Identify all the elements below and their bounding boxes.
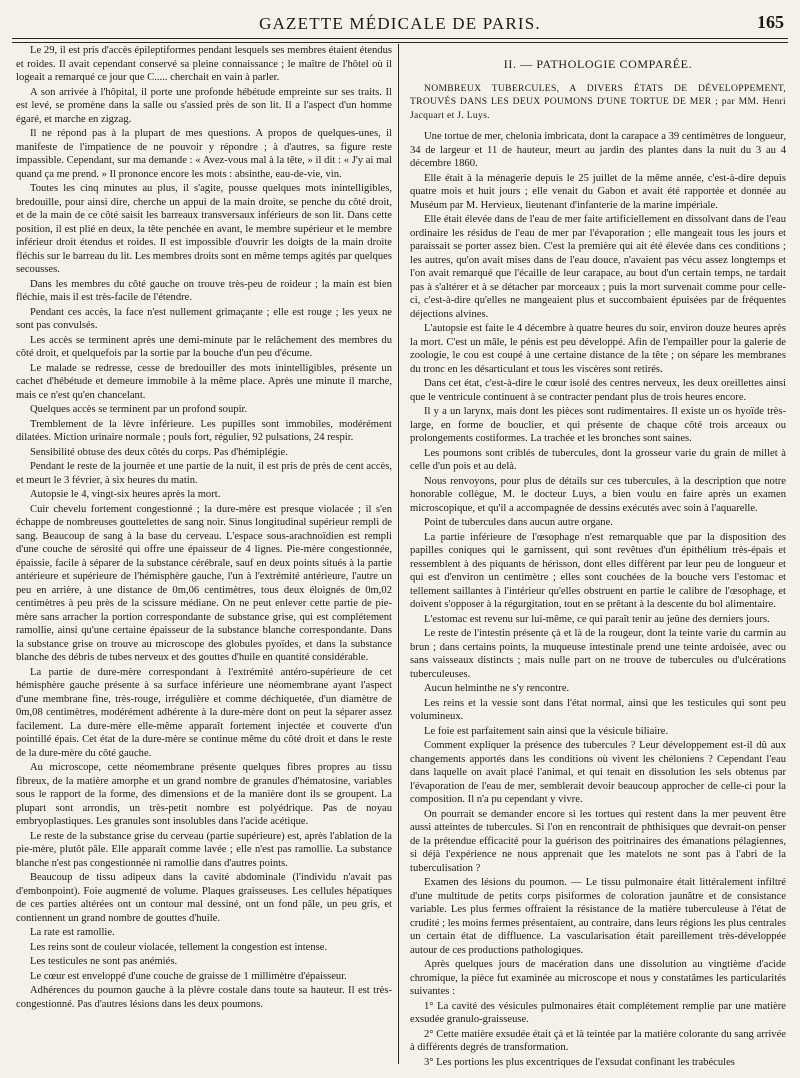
section-title: II. — PATHOLOGIE COMPARÉE. bbox=[503, 57, 693, 71]
paragraph: L'autopsie est faite le 4 décembre à quatre heures du soir, environ douze heures après la mort. C'est un mâle, le pénis est peu développé. Afin de l'empailler pour la galerie de zoologie, le cou est coupé à une certaine distance de la tête ; on sépare les membranes du tronc en les désarticulant et tous les viscères sont retirés. bbox=[410, 323, 786, 375]
paragraph: La partie inférieure de l'œsophage n'est remarquable que par la disposition des papilles coniques qui le garnissent, qui sont revêtues d'un épithélium très-épais et ressemblent à des piquants de hérisson, dont elles diffèrent par leur peu de longueur et qui est d'environ un centimètre ; elles sont couchées de la bouche vers l'estomac et tellement saillantes à l'intérieur qu'elles obstruent en partie le calibre de l'œsophage, et doivent s'opposer à la régurgitation, tout en se prêtant à la descente du bol alimentaire. bbox=[410, 531, 786, 610]
paragraph: Le cœur est enveloppé d'une couche de graisse de 1 millimètre d'épaisseur. bbox=[30, 970, 347, 982]
paragraph: 1° La cavité des vésicules pulmonaires était complétement remplie par une matière exsudée granulo-graisseuse. bbox=[410, 1000, 786, 1025]
paragraph: Beaucoup de tissu adipeux dans la cavité abdominale (l'individu n'avait pas d'embonpoint). Foie augmenté de volume. Plaques graisseuses. Les cellules hépatiques de ces parties altérées ont un contour mal dessiné, ont un fond pâle, un peu gris, et contiennent un grand nombre de gouttes d'huile. bbox=[16, 872, 392, 924]
paragraph: Elle était élevée dans de l'eau de mer faite artificiellement en dissolvant dans de l'eau ordinaire les résidus de l'eau de mer par l'évaporation ; elle mangeait tous les jours et paraissait se porter assez bien. C'est la première qui ait été élevée dans ces conditions ; les autres, qu'on avait mises dans de l'eau douce, n'avaient pas vécu assez longtemps et l'on avait remarqué que l'écaille de leur carapace, au bout d'un certain temps, ne tardait pas à s'altérer et à se détacher par morceaux ; puis la mort survenait comme pour celle-ci, c'est-à-dire qu'elles ne mangeaient plus et succombaient épuisées par de fréquentes déjections alvines. bbox=[410, 214, 786, 320]
paragraph: Les reins sont de couleur violacée, tellement la congestion est intense. bbox=[30, 941, 328, 953]
paragraph: Cuir chevelu fortement congestionné ; la dure-mère est presque violacée ; il s'en échappe de nombreuses gouttelettes de sang noir. Sinus longitudinal supérieur rempli de sang. Beaucoup de sang à la base du cerveau. L'espace sous-arachnoïdien est rempli d'une couche de sérosité qui offre une épaisseur de 4 lignes. Pie-mère congestionnée, épaissie, facile à séparer de la substance cérébrale, sauf en deux points situés à la partie antérieure et supérieure de l'hémisphère gauche, l'un à l'extrémité antérieure, l'autre un peu en arrière, à une distance de 0m,06 centimètres, tous deux éloignés de 0m,02 centimètres à peu près de la scissure médiane. On ne peut enlever cette partie de pie-mère sans arracher la portion correspondante de substance grise, qui est complétement ramollie, ainsi qu'une certaine épaisseur de la substance blanche correspondante. Dans la substance grise on trouve au microscope des globules pyoïdes, et dans la substance blanche des débris de tubes nerveux et des gouttes d'huile en quantité considérable. bbox=[16, 503, 392, 663]
left-column bbox=[16, 44, 392, 1068]
paragraph: Tremblement de la lèvre inférieure. Les pupilles sont immobiles, modérément dilatées. Miction urinaire normale ; pouls fort, régulier, 92 pulsations, 24 respir. bbox=[16, 418, 392, 443]
paragraph: Comment expliquer la présence des tubercules ? Leur développement est-il dû aux changements apportés dans les conditions où vivent les chéloniens ? Cependant l'eau dans laquelle on avait placé l'animal, et qui tenait en dissolution les sels obtenus par l'évaporation de l'eau de mer, semblerait devoir beaucoup approcher de celle-ci pour la composition. Il n'a pu cependant y vivre. bbox=[410, 740, 786, 805]
paragraph: On pourrait se demander encore si les tortues qui restent dans la mer peuvent être aussi atteintes de tubercules. Si l'on en rencontrait de phthisiques que devrait-on penser de la prétendue efficacité pour la guérison des poitrinaires des émanations pélagiennes, si déjà l'expérience ne nous apprenait que les matelots ne sont pas à l'abri de la tuberculisation ? bbox=[410, 808, 786, 874]
paragraph: Adhérences du poumon gauche à la plèvre costale dans toute sa hauteur. Il est très-congestionné. Pas d'autres lésions dans les deux poumons. bbox=[16, 985, 392, 1010]
journal-title: GAZETTE MÉDICALE DE PARIS. bbox=[259, 14, 541, 33]
paragraph: Autopsie le 4, vingt-six heures après la mort. bbox=[30, 489, 221, 500]
paragraph: Nous renvoyons, pour plus de détails sur ces tubercules, à la description que notre honorable collègue, M. le docteur Luys, a bien voulu en faire après un examen microscopique, et qu'il a accompagnée de dessins exécutés avec soin à l'aquarelle. bbox=[410, 475, 786, 514]
right-column bbox=[410, 44, 786, 1068]
paragraph: Quelques accès se terminent par un profond soupir. bbox=[30, 404, 248, 415]
paragraph: Au microscope, cette néomembrane présente quelques fibres propres au tissu fibreux, de la matière amorphe et un grand nombre de granules d'hématosine, variables sous le rapport de la forme, des dimensions et de la manière dont ils se groupent. La plupart sont arrondis, un très-petit nombre est polyédrique. Pas de noyau embryoplastiques. Les granules sont insolubles dans l'acide acétique. bbox=[16, 762, 392, 827]
paragraph: Aucun helminthe ne s'y rencontre. bbox=[424, 683, 570, 694]
paragraph: Point de tubercules dans aucun autre organe. bbox=[424, 517, 613, 528]
paragraph: Le foie est parfaitement sain ainsi que la vésicule biliaire. bbox=[424, 725, 669, 737]
header-rule bbox=[12, 42, 788, 43]
paragraph: Le 29, il est pris d'accès épileptiformes pendant lesquels ses membres étaient étendus et roides. Il avait cependant conservé sa pleine connaissance ; le maître de l'hôtel où il logeait a remarqué ce jour que C..... cherchait en vain à parler. bbox=[16, 45, 392, 83]
paragraph: La partie de dure-mère correspondant à l'extrémité antéro-supérieure de cet hémisphère gauche présente à sa surface inférieure une néomembrane ayant l'aspect d'une membrane fine, très-rouge, irrégulière et comme déchiquetée, d'un diamètre de 0m,08 centimètres, modérément adhérente à la dure-mère dont on peut la séparer assez facilement. La dure-mère elle-même apparaît fortement injectée et couverte d'un pointillé épais. Cet état de la dure-mère se continue même du côté droit et dans le reste de la dure-mère du côté gauche. bbox=[16, 666, 392, 759]
paragraph: Dans cet état, c'est-à-dire le cœur isolé des centres nerveux, les deux oreillettes ainsi que le ventricule continuent à se contracter pendant plus de trois heures encore. bbox=[410, 378, 786, 403]
paragraph: Sensibilité obtuse des deux côtés du corps. Pas d'hémiplégie. bbox=[30, 446, 288, 458]
page-number: 165 bbox=[757, 12, 784, 32]
paragraph: Les reins et la vessie sont dans l'état normal, ainsi que les testicules qui sont peu volumineux. bbox=[410, 697, 786, 722]
paragraph: Elle était à la ménagerie depuis le 25 juillet de la même année, c'est-à-dire depuis quatre mois et huit jours ; elle venait du Gabon et avait été rapportée et donnée au Muséum par M. Hervieux, lieutenant d'infanterie de la marine impériale. bbox=[410, 172, 786, 211]
paragraph: Après quelques jours de macération dans une dissolution au vingtième d'acide chromique, la pièce fut examinée au microscope et nous y constatâmes les particularités suivantes : bbox=[410, 959, 786, 997]
paragraph: Le malade se redresse, cesse de bredouiller des mots inintelligibles, présente un cachet d'hébétude et demeure immobile à la même place. Après une minute il marche, mais ce n'est qu'en chancelant. bbox=[16, 362, 392, 401]
paragraph: La rate est ramollie. bbox=[30, 927, 115, 938]
paragraph: Le reste de la substance grise du cerveau (partie supérieure) est, après l'ablation de la pie-mère, plutôt pâle. Elle apparaît comme lavée ; elle n'est pas ramollie. La substance blanche n'est pas congestionnée ni ramollie dans d'autres points. bbox=[16, 830, 392, 869]
paragraph: Pendant ces accès, la face n'est nullement grimaçante ; elle est rouge ; les yeux ne sont pas convulsés. bbox=[16, 306, 392, 331]
paragraph: Une tortue de mer, chelonia imbricata, dont la carapace a 39 centimètres de longueur, 34 de largeur et 11 de hauteur, meurt au jardin des plantes dans la nuit du 3 au 4 décembre 1860. bbox=[410, 131, 786, 169]
paragraph: L'estomac est revenu sur lui-même, ce qui paraît tenir au jeûne des derniers jours. bbox=[424, 613, 770, 625]
paragraph: Toutes les cinq minutes au plus, il s'agite, pousse quelques mots inintelligibles, bredouille, pour ainsi dire, cherche un appui de la main droite, se penche du côté droit, et de la main de ce côté saisit les barreaux transversaux inférieurs de son lit. Dans cette position, il est plié en deux, la tête penchée en avant, le membre supérieur et le membre inférieur droit étendus et roides. Il est impossible d'ouvrir les doigts de la main droite fléchis sur le barreau du lit. Les membres droits sont en même temps agités par quelques secousses. bbox=[16, 183, 392, 275]
page-header bbox=[12, 8, 788, 39]
paragraph: Examen des lésions du poumon. — Le tissu pulmonaire était littéralement infiltré d'une multitude de petits corps pisiformes de coloration jaunâtre et de consistance variable. Les plus fermes offraient la résistance de la matière tuberculeuse à l'état de crudité ; les moins fermes présentaient, au contraire, dans leurs régions les plus centrales un certain état de diffluence. La vascularisation était pareillement très-développée autour de ces productions pathologiques. bbox=[410, 877, 786, 956]
paragraph: 3° Les portions les plus excentriques de l'exsudat confinant les trabécules bbox=[424, 1056, 735, 1068]
paragraph: Dans les membres du côté gauche on trouve très-peu de roideur ; la main est bien fléchie, mais il est très-facile de l'étendre. bbox=[16, 278, 392, 303]
paragraph: Il y a un larynx, mais dont les pièces sont rudimentaires. Il existe un os hyoïde très-large, en forme de bouclier, et qui présente de chaque côté trois arceaux ou prolongements costiformes. La trachée et les bronches sont saines. bbox=[410, 406, 786, 444]
paragraph: 2° Cette matière exsudée était çà et là teintée par la matière colorante du sang arrivée à différents degrés de transformation. bbox=[410, 1028, 786, 1053]
paragraph: Les poumons sont criblés de tubercules, dont la grosseur varie du grain de millet à celle d'un pois et au delà. bbox=[410, 447, 786, 472]
paragraph: Les testicules ne sont pas anémiés. bbox=[30, 956, 178, 967]
column-divider bbox=[398, 44, 399, 1064]
paragraph: Pendant le reste de la journée et une partie de la nuit, il est pris de près de cent accès, et meurt le 3 février, à six heures du matin. bbox=[16, 461, 392, 486]
paragraph: A son arrivée à l'hôpital, il porte une profonde hébétude empreinte sur ses traits. Il est levé, se promène dans la salle ou s'assied près de son lit. Il a l'aspect d'un homme égaré, et marche en zigzag. bbox=[16, 86, 392, 125]
paragraph: Il ne répond pas à la plupart de mes questions. A propos de quelques-unes, il manifeste de l'impatience de ne pouvoir y répondre ; à d'autres, sa figure reste impassible. Cependant, sur ma demande : « Avez-vous mal à la tête, » il dit : « J'y ai mal quand ça me prend. » Il prononce encore les mots : absinthe, eau-de-vie, vin. bbox=[16, 128, 392, 180]
paragraph: Le reste de l'intestin présente çà et là de la rougeur, dont la teinte varie du carmin au brun ; dans certains points, la muqueuse intestinale prend une teinte ardoisée, avec ou sans vaisseaux distincts ; mais nulle part on ne trouve de tubercules ou d'ulcérations tuberculeuses. bbox=[410, 628, 786, 680]
article-title: NOMBREUX TUBERCULES, A DIVERS ÉTATS DE DÉVELOPPEMENT, TROUVÉS DANS LES DEUX POUMONS D'UNE TORTUE DE MER ; par MM. Henri Jacquart et J. Luys. bbox=[410, 82, 786, 121]
paragraph: Les accès se terminent après une demi-minute par le relâchement des membres du côté droit, et quelquefois par la sortie par la bouche d'un peu d'écume. bbox=[16, 334, 392, 359]
